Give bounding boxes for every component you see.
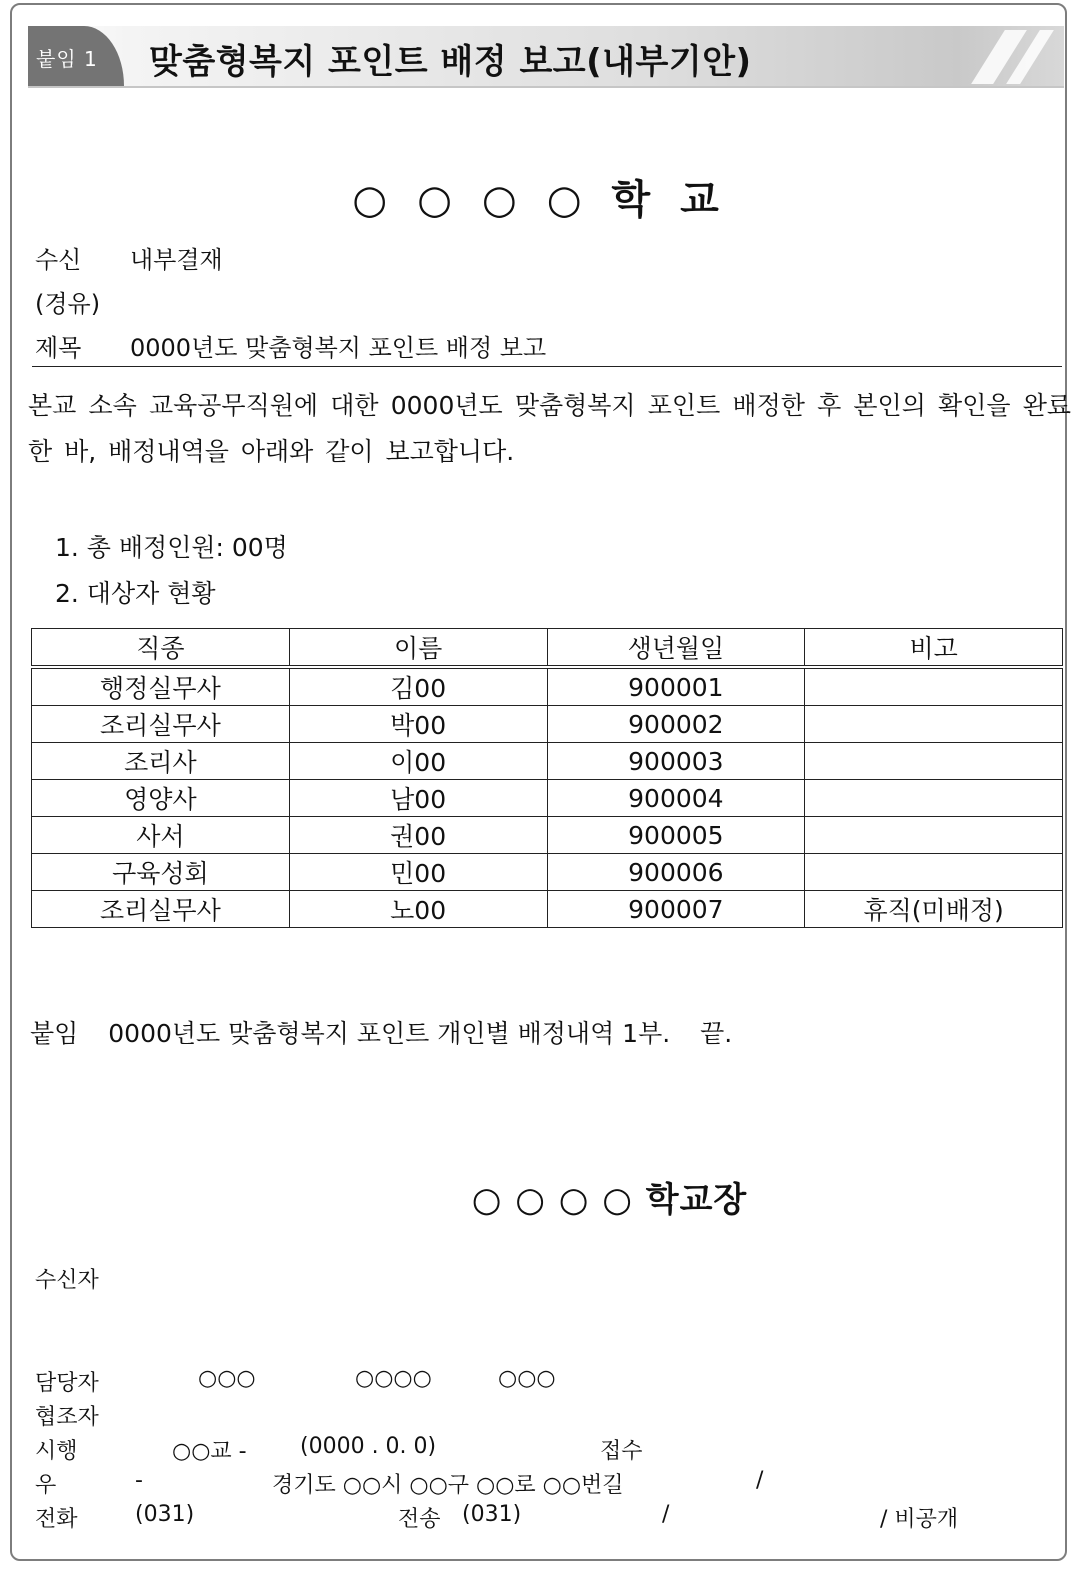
staff-1: ○○○ <box>198 1366 256 1391</box>
table-row <box>32 743 1063 780</box>
cell-name: 김00 <box>289 667 547 706</box>
cell-name: 민00 <box>289 854 547 891</box>
staff-2: ○○○○ <box>355 1366 432 1391</box>
cell-job: 사서 <box>32 817 290 854</box>
subject-label: 제목 <box>35 334 82 362</box>
subject-divider <box>32 366 1062 367</box>
staff-label: 담당자 <box>35 1371 99 1396</box>
roster-table <box>31 628 1063 928</box>
table-row <box>32 780 1063 817</box>
cell-name: 권00 <box>289 817 547 854</box>
cell-birthdate: 900001 <box>547 667 805 706</box>
cooperator-label: 협조자 <box>35 1405 99 1430</box>
principal-signature <box>0 1172 1079 1221</box>
roster-heading: 2. 대상자 현황 <box>55 579 216 608</box>
receipt-label: 접수 <box>600 1439 643 1464</box>
cell-name: 이00 <box>289 743 547 780</box>
attachment-text: 0000년도 맞춤형복지 포인트 개인별 배정내역 1부. <box>108 1019 671 1048</box>
cell-note <box>805 743 1063 780</box>
recipient-label: 수신 <box>35 246 82 274</box>
phone-label: 전화 <box>35 1507 78 1532</box>
subject-value: 0000년도 맞춤형복지 포인트 배정 보고 <box>130 334 547 362</box>
address-separator: / <box>756 1468 764 1493</box>
principal-title: ○ ○ ○ ○ 학교장 <box>471 1180 748 1220</box>
zip-label: 우 <box>35 1473 57 1498</box>
disclosure-status: / 비공개 <box>880 1507 959 1532</box>
cell-job: 영양사 <box>32 780 290 817</box>
cell-birthdate: 900003 <box>547 743 805 780</box>
phone-value: (031) <box>135 1502 195 1527</box>
cell-job: 조리사 <box>32 743 290 780</box>
cell-name: 박00 <box>289 706 547 743</box>
column-header-job: 직종 <box>32 629 290 668</box>
cell-name: 노00 <box>289 891 547 928</box>
cell-job: 구육성회 <box>32 854 290 891</box>
zip-value: - <box>135 1468 143 1493</box>
cell-job: 조리실무사 <box>32 891 290 928</box>
cell-note <box>805 854 1063 891</box>
attachment-label: 붙임 <box>30 1019 79 1048</box>
cell-birthdate: 900006 <box>547 854 805 891</box>
fax-label: 전송 <box>398 1507 441 1532</box>
cell-birthdate: 900004 <box>547 780 805 817</box>
column-header-name: 이름 <box>289 629 547 668</box>
cell-note <box>805 780 1063 817</box>
table-row <box>32 891 1063 928</box>
cell-note <box>805 817 1063 854</box>
enforce-value: ○○교 - <box>172 1439 247 1464</box>
cell-job: 조리실무사 <box>32 706 290 743</box>
banner-title: 맞춤형복지 포인트 배정 보고(내부기안) <box>149 42 752 82</box>
column-header-note: 비고 <box>805 629 1063 668</box>
fax-separator: / <box>662 1502 670 1527</box>
table-row <box>32 817 1063 854</box>
header-banner <box>28 26 1064 88</box>
recipient-value: 내부결재 <box>130 246 223 274</box>
enforce-date: (0000 . 0. 0) <box>300 1434 437 1459</box>
cell-name: 남00 <box>289 780 547 817</box>
cell-birthdate: 900007 <box>547 891 805 928</box>
cell-birthdate: 900002 <box>547 706 805 743</box>
table-row <box>32 706 1063 743</box>
table-row <box>32 854 1063 891</box>
attachment-line <box>30 1014 732 1050</box>
enforce-label: 시행 <box>35 1439 78 1464</box>
column-header-birthdate: 생년월일 <box>547 629 805 668</box>
address: 경기도 ○○시 ○○구 ○○로 ○○번길 <box>272 1473 624 1498</box>
cell-job: 행정실무사 <box>32 667 290 706</box>
attachment-tab <box>28 26 124 86</box>
attachment-tab-label: 붙임 1 <box>36 47 98 71</box>
table-row <box>32 667 1063 706</box>
cell-note <box>805 706 1063 743</box>
body-paragraph: 본교 소속 교육공무직원에 대한 0000년도 맞춤형복지 포인트 배정한 후 본인의 확인을 완료한 바, 배정내역을 아래와 같이 보고합니다. <box>28 391 1071 466</box>
via-label: (경유) <box>35 290 101 318</box>
cell-note: 휴직(미배정) <box>805 891 1063 928</box>
attachment-end: 끝. <box>700 1019 733 1048</box>
fax-value: (031) <box>462 1502 522 1527</box>
cell-note <box>805 667 1063 706</box>
recipients-label: 수신자 <box>35 1268 99 1293</box>
cell-birthdate: 900005 <box>547 817 805 854</box>
staff-3: ○○○ <box>498 1366 556 1391</box>
school-name: ○ ○ ○ ○ 학 교 <box>352 177 727 223</box>
total-count-item: 1. 총 배정인원: 00명 <box>55 533 288 562</box>
